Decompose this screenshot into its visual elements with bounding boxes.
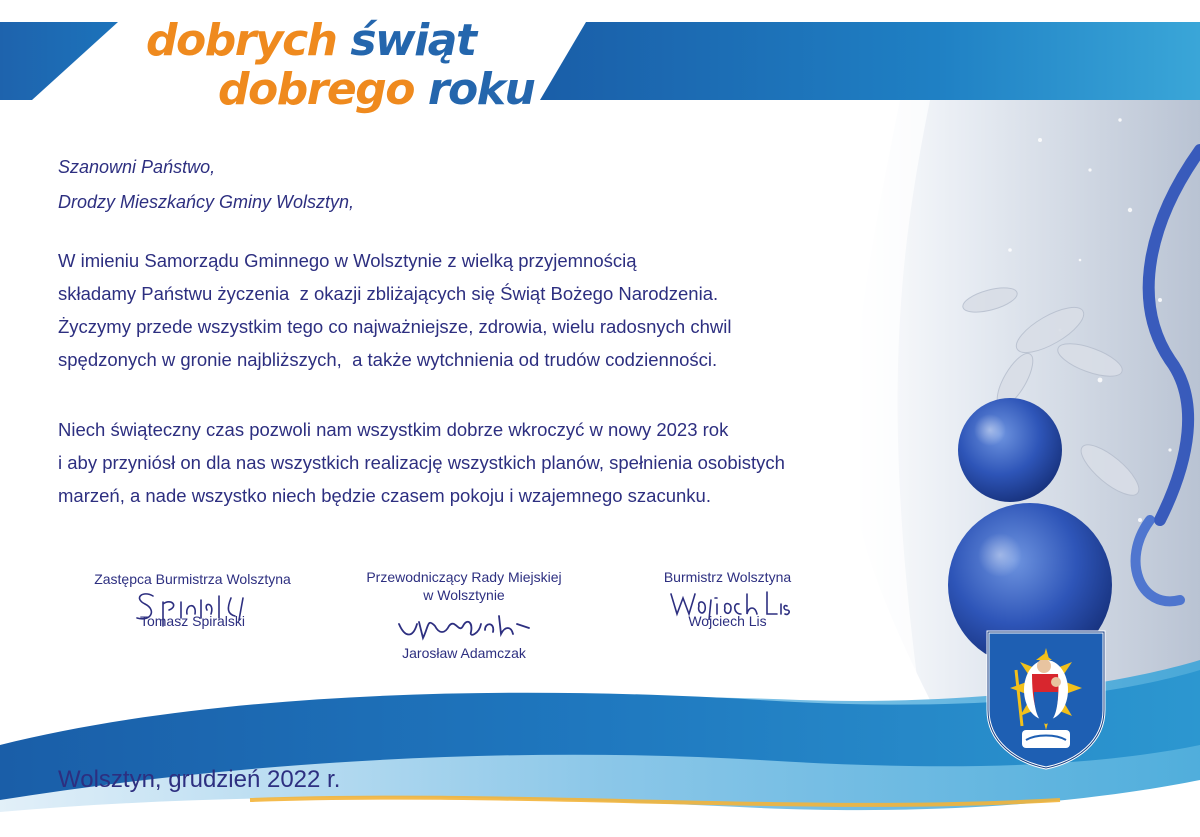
salutation-line-2: Drodzy Mieszkańcy Gminy Wolsztyn,	[58, 192, 355, 212]
paragraph-line: W imieniu Samorządu Gminnego w Wolsztynie z wielką przyjemnością	[58, 250, 637, 271]
wishes-paragraph-2	[58, 413, 785, 512]
title-word-swiat: świąt	[350, 15, 476, 66]
paragraph-line: Życzymy przede wszystkim tego co najważniejsze, zdrowia, wielu radosnych chwil	[58, 316, 732, 337]
ornament-ball-top	[958, 398, 1062, 502]
place-and-date: Wolsztyn, grudzień 2022 r.	[58, 766, 341, 793]
title-word-dobrego: dobrego	[218, 64, 414, 115]
paragraph-line: spędzonych w gronie najbliższych, a także wytchnienia od trudów codzienności.	[58, 349, 718, 370]
paragraph-line: i aby przyniósł on dla nas wszystkich realizację wszystkich planów, spełnienia osobistych	[58, 452, 785, 473]
signature-role: Burmistrz Wolsztyna	[663, 569, 792, 585]
handwritten-signature-icon	[389, 604, 539, 644]
signature-name: Tomasz Spiralski	[139, 613, 246, 629]
title-word-roku: roku	[427, 64, 535, 115]
signature-council-chairman	[348, 568, 580, 662]
signature-role: Przewodniczący Rady Miejskiej	[366, 569, 562, 585]
coat-of-arms-icon	[986, 630, 1106, 770]
greeting-title	[146, 16, 534, 114]
paragraph-line: marzeń, a nade wszystko niech będzie czasem pokoju i wzajemnego szacunku.	[58, 485, 711, 506]
signature-role: Zastępca Burmistrza Wolsztyna	[94, 571, 291, 587]
signature-name: Jarosław Adamczak	[402, 645, 526, 661]
signature-name: Wojciech Lis	[688, 613, 767, 629]
signature-deputy-mayor	[80, 570, 305, 630]
paragraph-line: składamy Państwu życzenia z okazji zbliżających się Świąt Bożego Narodzenia.	[58, 283, 719, 304]
salutation-line-1: Szanowni Państwo,	[58, 157, 216, 177]
signature-mayor	[640, 568, 815, 630]
wishes-paragraph-1	[58, 244, 731, 376]
signature-role-line-2: w Wolsztynie	[423, 587, 505, 603]
salutation	[58, 150, 354, 220]
title-word-dobrych: dobrych	[146, 15, 337, 66]
paragraph-line: Niech świąteczny czas pozwoli nam wszystkim dobrze wkroczyć w nowy 2023 rok	[58, 419, 729, 440]
